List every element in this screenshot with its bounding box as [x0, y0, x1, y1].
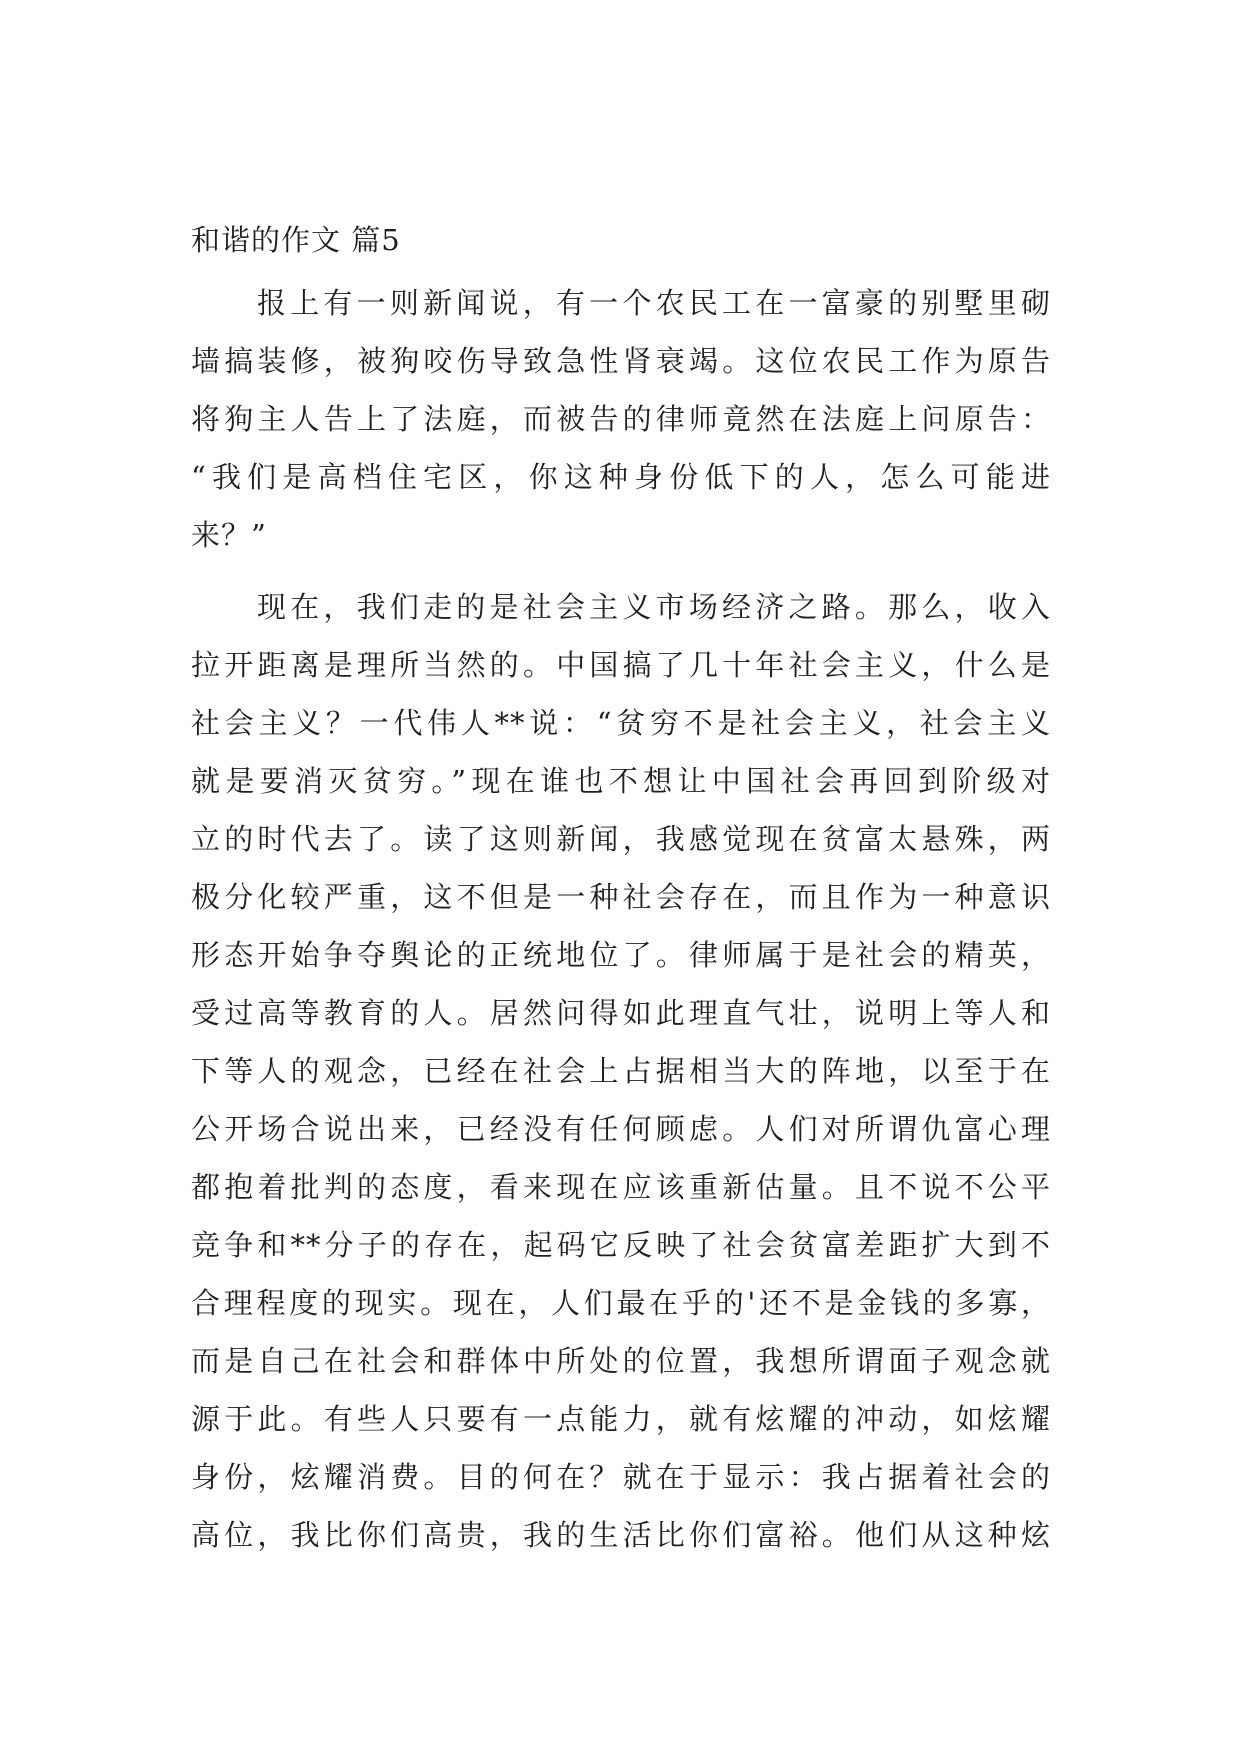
essay-title: 和谐的作文 篇5 — [191, 223, 401, 257]
paragraph-line: 都抱着批判的态度，看来现在应该重新估量。且不说不公平 — [191, 1170, 1051, 1204]
paragraph-line: 来？” — [191, 518, 267, 552]
paragraph-line: 高位，我比你们高贵，我的生活比你们富裕。他们从这种炫 — [191, 1518, 1051, 1552]
paragraph-line: 社会主义？一代伟人**说：“贫穷不是社会主义，社会主义 — [191, 706, 1051, 740]
paragraph-line: 竞争和**分子的存在，起码它反映了社会贫富差距扩大到不 — [191, 1228, 1051, 1262]
paragraph-line: 下等人的观念，已经在社会上占据相当大的阵地，以至于在 — [191, 1054, 1051, 1088]
paragraph-line: 报上有一则新闻说，有一个农民工在一富豪的别墅里砌 — [257, 286, 1051, 320]
paragraph-1 — [191, 274, 1051, 564]
paragraph-line: 身份，炫耀消费。目的何在？就在于显示：我占据着社会的 — [191, 1460, 1051, 1494]
paragraph-line: 而是自己在社会和群体中所处的位置，我想所谓面子观念就 — [191, 1344, 1051, 1378]
paragraph-line: 形态开始争夺舆论的正统地位了。律师属于是社会的精英， — [191, 938, 1051, 972]
paragraph-line: 墙搞装修，被狗咬伤导致急性肾衰竭。这位农民工作为原告 — [191, 344, 1051, 378]
paragraph-line: 极分化较严重，这不但是一种社会存在，而且作为一种意识 — [191, 880, 1051, 914]
paragraph-line: 将狗主人告上了法庭，而被告的律师竟然在法庭上问原告： — [191, 402, 1051, 436]
paragraph-2 — [191, 578, 1051, 1564]
paragraph-line: 公开场合说出来，已经没有任何顾虑。人们对所谓仇富心理 — [191, 1112, 1051, 1146]
document-page — [191, 220, 1051, 1564]
paragraph-line: 现在，我们走的是社会主义市场经济之路。那么，收入 — [257, 590, 1051, 624]
paragraph-line: 源于此。有些人只要有一点能力，就有炫耀的冲动，如炫耀 — [191, 1402, 1051, 1436]
paragraph-line: 立的时代去了。读了这则新闻，我感觉现在贫富太悬殊，两 — [191, 822, 1051, 856]
paragraph-line: 受过高等教育的人。居然问得如此理直气壮，说明上等人和 — [191, 996, 1051, 1030]
paragraph-line: 合理程度的现实。现在，人们最在乎的'还不是金钱的多寡， — [191, 1286, 1051, 1320]
paragraph-line: 拉开距离是理所当然的。中国搞了几十年社会主义，什么是 — [191, 648, 1051, 682]
paragraph-line: 就是要消灭贫穷。”现在谁也不想让中国社会再回到阶级对 — [191, 764, 1051, 798]
paragraph-line: “我们是高档住宅区，你这种身份低下的人，怎么可能进 — [191, 460, 1051, 494]
